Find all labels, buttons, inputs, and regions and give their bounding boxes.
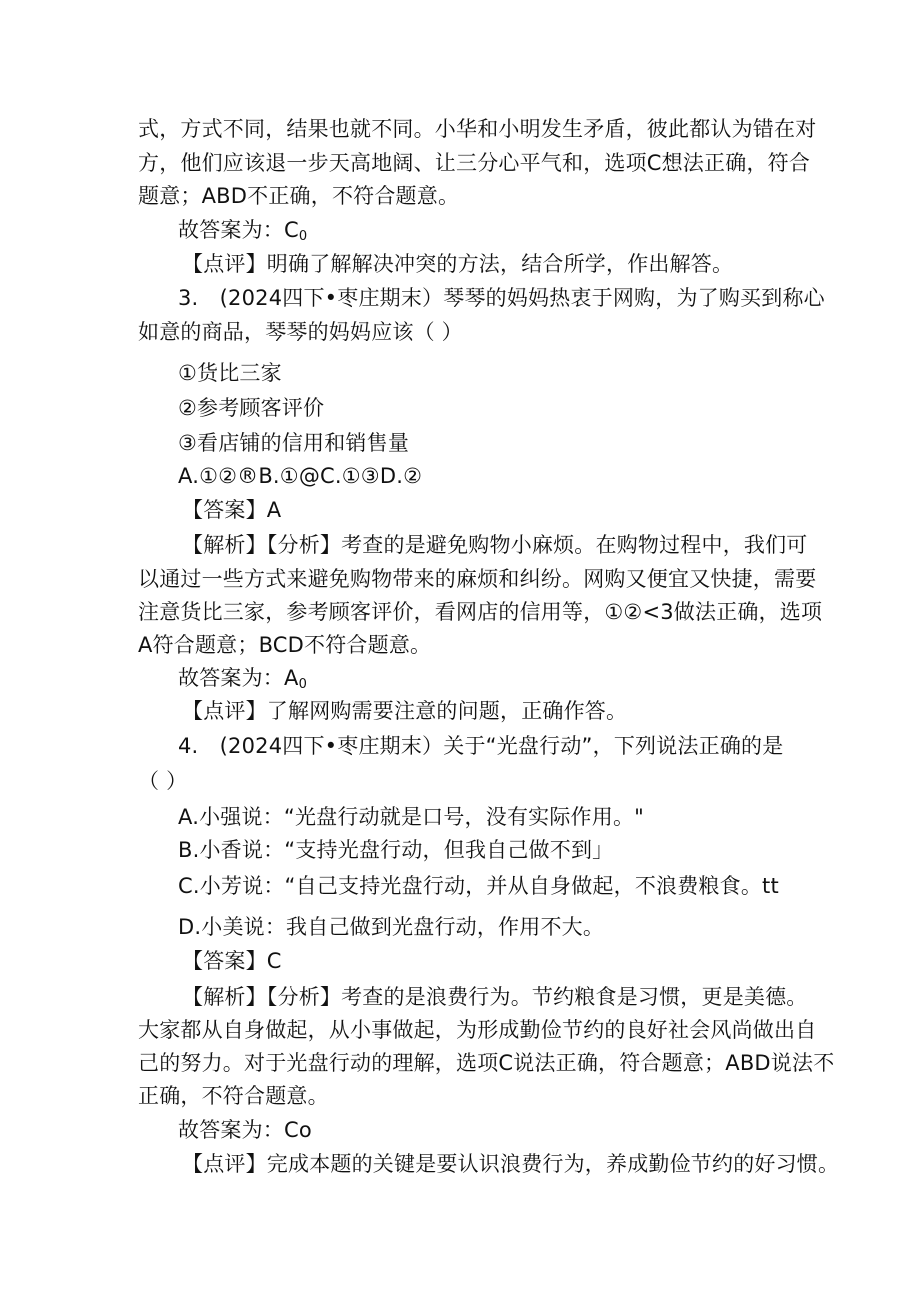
answer-text: 故答案为：C bbox=[178, 218, 299, 242]
analysis-line: 正确，不符合题意。 bbox=[138, 1084, 329, 1108]
question-line: 4. (2024四下•枣庄期末）关于“光盘行动”，下列说法正确的是 bbox=[178, 734, 784, 758]
answer-line: 故答案为：Co bbox=[178, 1118, 312, 1142]
answer-text: 故答案为：A bbox=[178, 666, 299, 690]
choices-line: A.①②®B.①@C.①③D.② bbox=[178, 464, 423, 488]
comment-line: 【点评】完成本题的关键是要认识浪费行为，养成勤俭节约的好习惯。 bbox=[182, 1152, 840, 1176]
answer-line bbox=[178, 666, 307, 697]
analysis-line: 注意货比三家，参考顾客评价，看网店的信用等，①②<3做法正确，选项 bbox=[138, 600, 823, 624]
option-item: B.小香说：“支持光盘行动，但我自己做不到」 bbox=[178, 838, 614, 862]
answer-line bbox=[178, 218, 307, 249]
question-line: （ ） bbox=[138, 769, 188, 793]
answer-subscript: 0 bbox=[298, 677, 308, 692]
option-item: C.小芳说：“自己支持光盘行动，并从自身做起，不浪费粮食。tt bbox=[178, 874, 779, 898]
option-item: ②参考顾客评价 bbox=[178, 396, 325, 420]
comment-line: 【点评】明确了解解决冲突的方法，结合所学，作出解答。 bbox=[182, 252, 734, 276]
analysis-line: A符合题意；BCD不符合题意。 bbox=[138, 633, 432, 657]
answer-subscript: 0 bbox=[298, 229, 308, 244]
answer-heading: 【答案】A bbox=[182, 498, 282, 522]
analysis-line: 【解析】【分析】考查的是浪费行为。节约粮食是习惯，更是美德。 bbox=[182, 985, 808, 1009]
answer-heading: 【答案】C bbox=[182, 949, 282, 973]
option-item: ③看店铺的信用和销售量 bbox=[178, 431, 410, 455]
analysis-line: 己的努力。对于光盘行动的理解，选项C说法正确，符合题意；ABD说法不 bbox=[138, 1051, 835, 1075]
text-line: 式，方式不同，结果也就不同。小华和小明发生矛盾，彼此都认为错在对 bbox=[138, 117, 817, 141]
analysis-line: 【解析】【分析】考查的是避免购物小麻烦。在购物过程中，我们可 bbox=[182, 533, 808, 557]
question-line: 3. (2024四下•枣庄期末）琴琴的妈妈热衷于网购，为了购买到称心 bbox=[178, 286, 825, 310]
analysis-line: 以通过一些方式来避免购物带来的麻烦和纠纷。网购又便宜又快捷，需要 bbox=[138, 567, 817, 591]
option-item: ①货比三家 bbox=[178, 361, 282, 385]
option-item: D.小美说：我自己做到光盘行动，作用不大。 bbox=[178, 915, 605, 939]
text-line: 题意；ABD不正确，不符合题意。 bbox=[138, 184, 460, 208]
question-line: 如意的商品，琴琴的妈妈应该（ ） bbox=[138, 320, 463, 344]
comment-line: 【点评】了解网购需要注意的问题，正确作答。 bbox=[182, 699, 628, 723]
text-line: 方，他们应该退一步天高地阔、让三分心平气和，选项C想法正确，符合 bbox=[138, 151, 811, 175]
option-item: A.小强说：“光盘行动就是口号，没有实际作用。" bbox=[178, 805, 645, 829]
analysis-line: 大家都从自身做起，从小事做起，为形成勤俭节约的良好社会风尚做出自 bbox=[138, 1018, 817, 1042]
